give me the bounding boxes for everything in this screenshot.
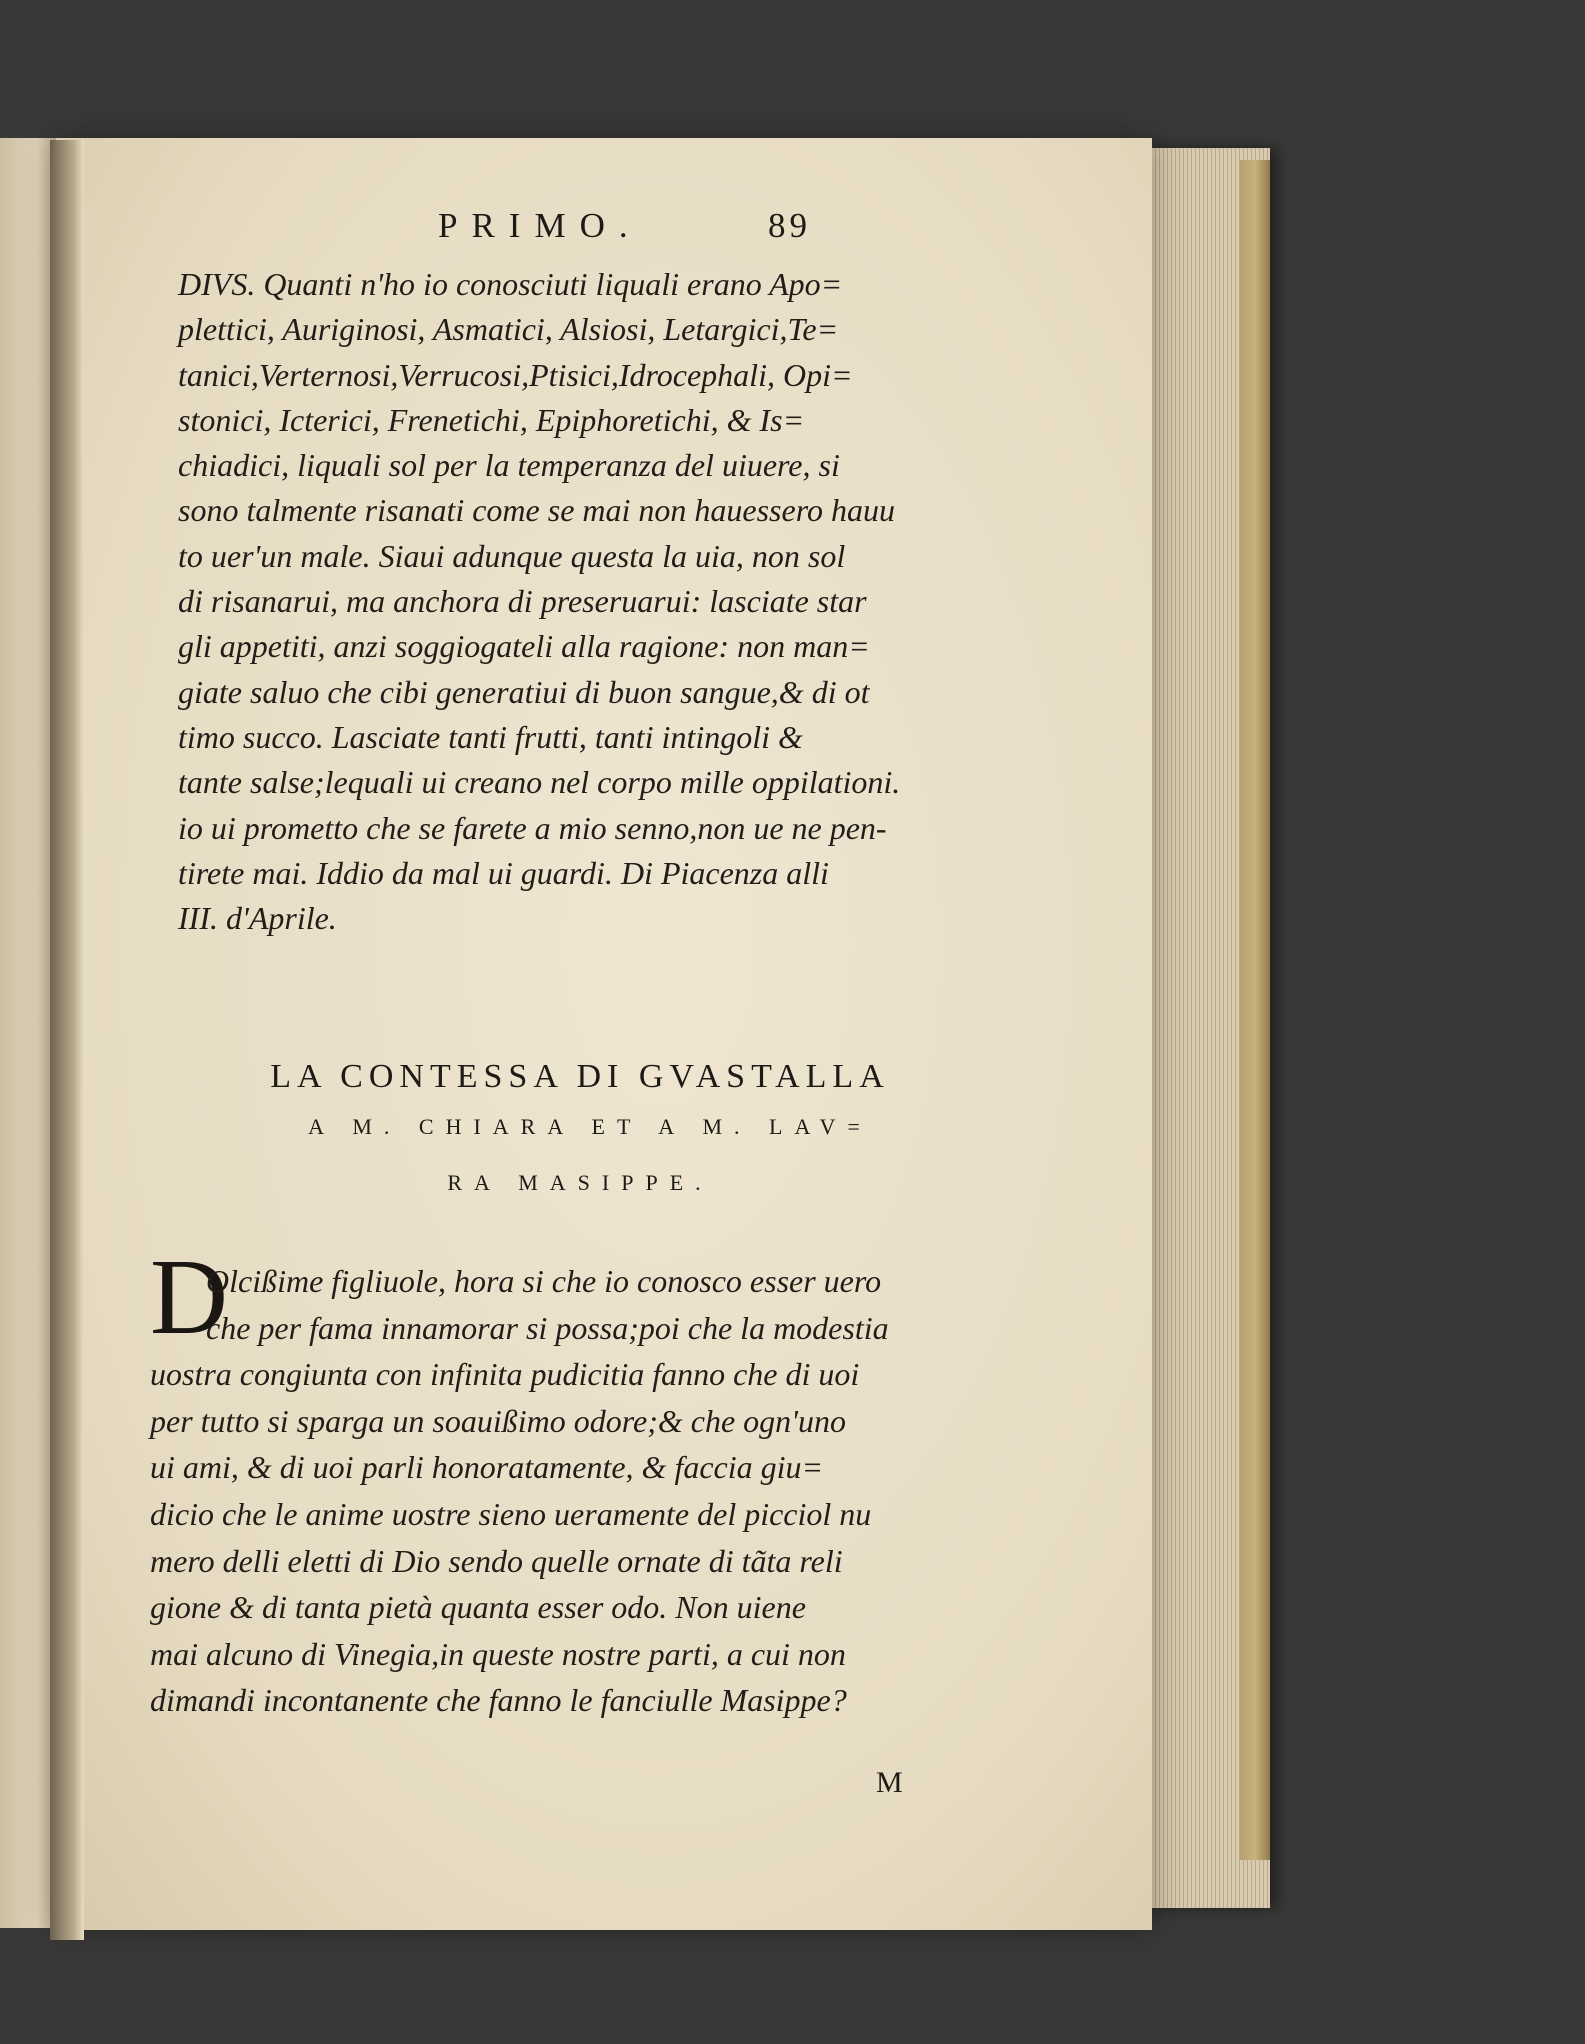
text-line: gione & di tanta pietà quanta esser odo. Non uiene <box>150 1589 806 1626</box>
text-line: io ui prometto che se farete a mio senno,non ue ne pen- <box>178 809 887 846</box>
running-title: PRIMO. <box>438 206 642 245</box>
text-line: tirete mai. Iddio da mal ui guardi. Di Piacenza alli <box>178 854 829 891</box>
text-line: DIVS. Quanti n'ho io conosciuti liquali erano Apo= <box>178 266 843 302</box>
text-line: gli appetiti, anzi soggiogateli alla ragione: non man= <box>178 628 870 665</box>
text-line: timo succo. Lasciate tanti frutti, tanti intingoli & <box>178 718 803 755</box>
text-line: che per fama innamorar si possa;poi che la modestia <box>206 1309 889 1346</box>
text-line: ui ami, & di uoi parli honoratamente, & faccia giu= <box>150 1449 824 1486</box>
page-header <box>180 206 1000 256</box>
text-line: plettici, Auriginosi, Asmatici, Alsiosi, Letargici,Te= <box>178 311 839 348</box>
text-line: dimandi incontanente che fanno le fanciulle Masippe? <box>150 1682 847 1719</box>
text-line: tanici,Verternosi,Verrucosi,Ptisici,Idrocephali, Opi= <box>178 356 853 393</box>
letter-heading-recipients: A M. CHIARA ET A M. LAV= <box>308 1114 872 1139</box>
letter-paragraph <box>150 1258 1026 1724</box>
text-line: uostra congiunta con infinita pudicitia fanno che di uoi <box>150 1356 860 1393</box>
text-line: chiadici, liquali sol per la temperanza del uiuere, si <box>178 447 840 484</box>
text-line: III. d'Aprile. <box>178 900 337 937</box>
text-line: stonici, Icterici, Frenetichi, Epiphoretichi, & Is= <box>178 401 805 438</box>
text-line: Olcißime figliuole, hora si che io conosco esser uero <box>206 1263 882 1299</box>
text-line: sono talmente risanati come se mai non hauessero hauu <box>178 492 895 529</box>
text-line: tante salse;lequali ui creano nel corpo mille oppilationi. <box>178 764 901 801</box>
text-line: to uer'un male. Siaui adunque questa la uia, non sol <box>178 537 846 574</box>
text-line: dicio che le anime uostre sieno ueramente del picciol nu <box>150 1495 872 1532</box>
text-line: mai alcuno di Vinegia,in queste nostre parti, a cui non <box>150 1635 846 1672</box>
drop-cap: D <box>150 1238 228 1357</box>
body-paragraph <box>178 262 1018 941</box>
letter-heading-title: LA CONTESSA DI GVASTALLA <box>270 1058 890 1095</box>
book-cover-edge <box>1240 160 1270 1860</box>
letter-heading-recipients-cont: RA MASIPPE. <box>447 1170 713 1195</box>
text-line: per tutto si sparga un soauißimo odore;& che ogn'uno <box>150 1402 846 1439</box>
text-line: di risanarui, ma anchora di preseruarui: lasciate star <box>178 583 867 620</box>
text-line: mero delli eletti di Dio sendo quelle ornate di tãta reli <box>150 1542 843 1579</box>
text-line: giate saluo che cibi generatiui di buon sangue,& di ot <box>178 673 870 710</box>
signature-mark: M <box>876 1766 903 1799</box>
page-number: 89 <box>768 206 811 245</box>
book-gutter <box>50 140 84 1940</box>
